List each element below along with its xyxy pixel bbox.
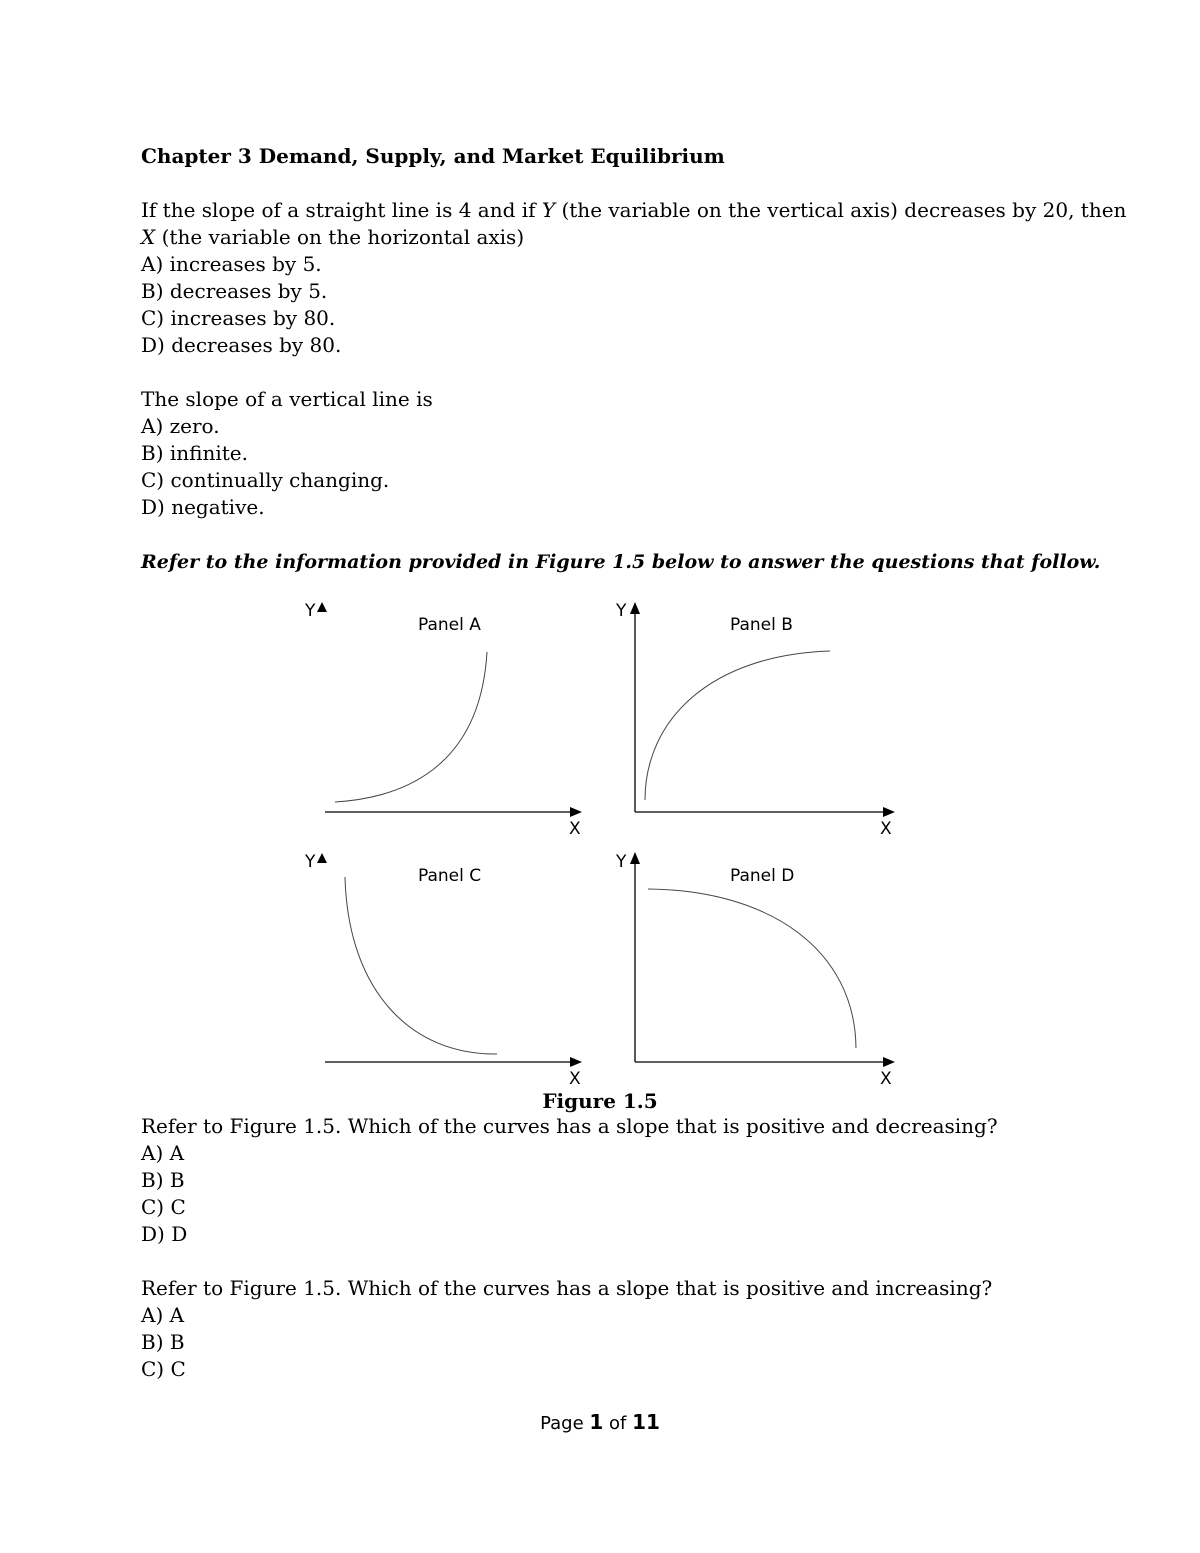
q2-stem: The slope of a vertical line is	[141, 387, 433, 411]
panel-d-curve	[648, 889, 856, 1048]
panel-c-y-arrow-icon	[317, 853, 327, 863]
panel-a-y-arrow-icon	[317, 602, 327, 612]
chapter-title: Chapter 3 Demand, Supply, and Market Equilibrium	[141, 144, 725, 168]
q4-stem: Refer to Figure 1.5. Which of the curves has a slope that is positive and increasing?	[141, 1276, 993, 1300]
q3-option-d: D) D	[141, 1222, 188, 1246]
panel-a-title: Panel A	[418, 615, 481, 635]
panel-a-curve	[335, 652, 487, 802]
panel-c-y-label: Y	[305, 852, 316, 872]
q3-option-b: B) B	[141, 1168, 185, 1192]
q1-option-a: A) increases by 5.	[141, 252, 322, 276]
page-footer	[0, 1410, 1200, 1434]
panel-c	[304, 852, 582, 1089]
q3-option-c: C) C	[141, 1195, 186, 1219]
figure-1-5	[290, 590, 910, 1090]
footer-page-number: 1	[589, 1410, 604, 1434]
q4-option-a: A) A	[141, 1303, 185, 1327]
q1-stem-text-c: (the variable on the horizontal axis)	[155, 225, 525, 249]
panel-d-y-arrow-icon	[630, 852, 640, 864]
panel-d	[615, 852, 895, 1089]
panel-a-x-arrow-icon	[570, 807, 582, 817]
q1-stem-text-b: (the variable on the vertical axis) decreases by 20, then	[555, 198, 1127, 222]
q1-stem-line2	[141, 224, 524, 251]
panel-b-curve	[645, 651, 830, 800]
q2-option-a: A) zero.	[141, 414, 220, 438]
q2-option-b: B) infinite.	[141, 441, 248, 465]
panel-b	[615, 601, 895, 839]
q3-stem: Refer to Figure 1.5. Which of the curves has a slope that is positive and decreasing?	[141, 1114, 998, 1138]
panel-b-y-label: Y	[616, 601, 627, 621]
panel-d-y-label: Y	[616, 852, 627, 872]
panel-c-title: Panel C	[418, 866, 482, 886]
q1-stem-var-y: Y	[541, 198, 556, 222]
q1-option-d: D) decreases by 80.	[141, 333, 342, 357]
footer-page-word: Page	[540, 1413, 590, 1434]
panel-b-title: Panel B	[730, 615, 793, 635]
q2-option-d: D) negative.	[141, 495, 265, 519]
q2-option-c: C) continually changing.	[141, 468, 390, 492]
panel-b-x-arrow-icon	[883, 807, 895, 817]
panel-d-title: Panel D	[730, 866, 795, 886]
panel-c-x-arrow-icon	[570, 1057, 582, 1067]
figure-caption: Figure 1.5	[542, 1089, 658, 1113]
q1-stem-line1	[141, 197, 1126, 224]
q1-stem-text-a: If the slope of a straight line is 4 and if	[141, 198, 542, 222]
footer-total-pages: 11	[632, 1410, 660, 1434]
panel-c-x-label: X	[569, 1069, 581, 1089]
q4-option-b: B) B	[141, 1330, 185, 1354]
panel-d-x-arrow-icon	[883, 1057, 895, 1067]
q1-stem-var-x: X	[141, 225, 156, 249]
q1-option-c: C) increases by 80.	[141, 306, 336, 330]
panel-c-curve	[345, 877, 497, 1054]
panel-a-x-label: X	[569, 819, 581, 839]
footer-of-word: of	[603, 1413, 633, 1434]
panel-a-y-label: Y	[305, 601, 316, 621]
panel-b-x-label: X	[880, 819, 892, 839]
q4-option-c: C) C	[141, 1357, 186, 1381]
q3-option-a: A) A	[141, 1141, 185, 1165]
panel-d-x-label: X	[880, 1069, 892, 1089]
panel-a	[304, 601, 582, 839]
figure-intro: Refer to the information provided in Figure 1.5 below to answer the questions that follow.	[141, 551, 1101, 573]
panel-b-y-arrow-icon	[630, 602, 640, 614]
q1-option-b: B) decreases by 5.	[141, 279, 328, 303]
